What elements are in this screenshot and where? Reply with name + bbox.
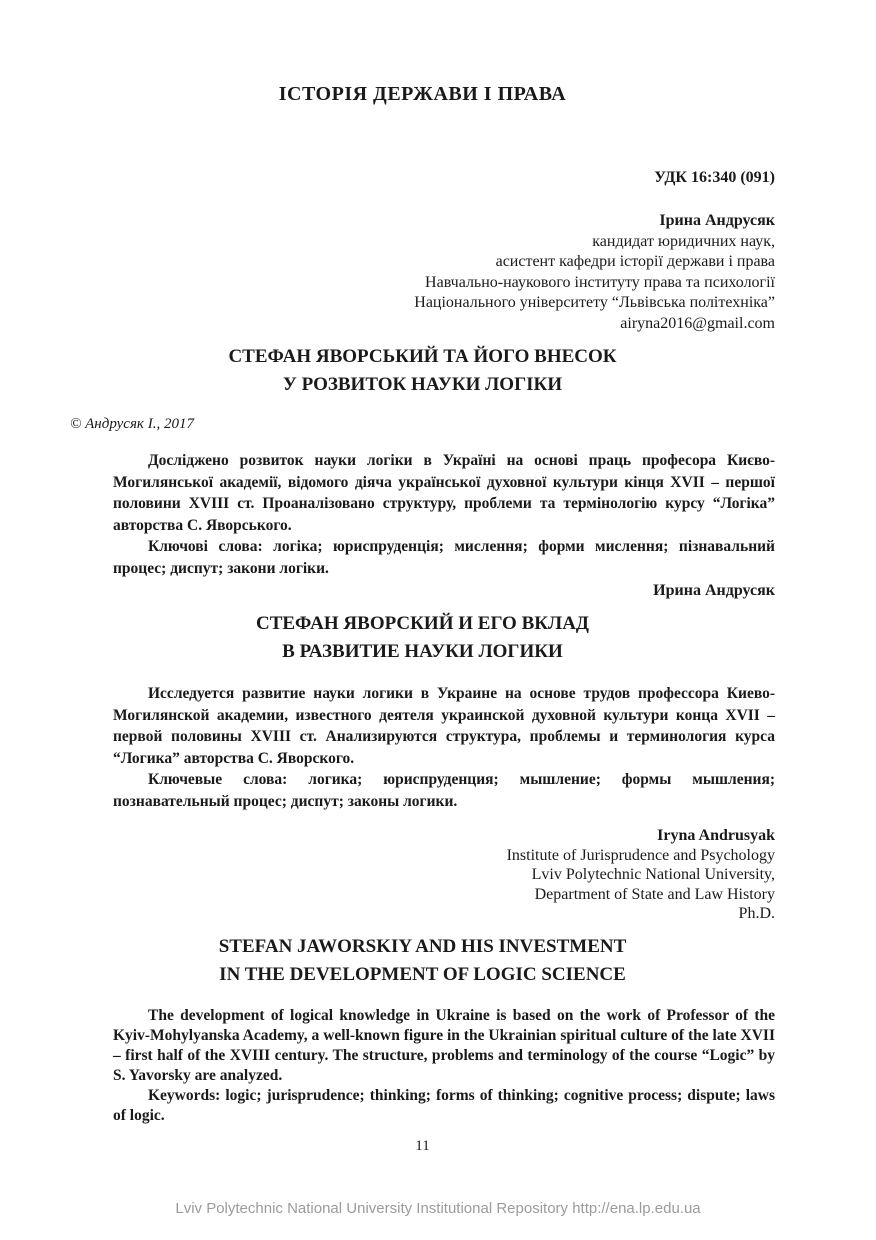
article-title-line: IN THE DEVELOPMENT OF LOGIC SCIENCE <box>219 963 626 985</box>
author-block-ukrainian <box>70 211 775 334</box>
copyright-notice: © Андрусяк І., 2017 <box>70 416 194 432</box>
article-title-ukrainian <box>70 343 775 399</box>
author-email: airyna2016@gmail.com <box>620 314 775 332</box>
author-affiliation-line: асистент кафедри історії держави і права <box>495 253 775 270</box>
author-degree: Ph.D. <box>738 905 775 922</box>
author-name-ukrainian: Ірина Андрусяк <box>659 212 775 229</box>
author-block-english <box>70 826 775 924</box>
author-affiliation-line: Department of State and Law History <box>534 885 775 903</box>
udc-code: УДК 16:340 (091) <box>654 169 775 186</box>
author-name-english: Iryna Andrusyak <box>657 827 775 844</box>
article-title-line: СТЕФАН ЯВОРСКИЙ И ЕГО ВКЛАД <box>255 613 589 634</box>
abstract-text: Исследуется развитие науки логики в Украине на основе трудов профессора Киево-Могилянской академии, известного деятеля украинской духовной культури конца XVII – первой половины XVIII ст. Анализируются структура, проблемы и терминология курса “Логика” авторства С. Яворского. <box>113 685 775 767</box>
section-header: ІСТОРІЯ ДЕРЖАВИ І ПРАВА <box>278 83 567 105</box>
keywords-text: Ключові слова: логіка; юриспруденція; мислення; форми мислення; пізнавальний процес; диспут; закони логіки. <box>113 538 775 577</box>
abstract-text: Досліджено розвиток науки логіки в Україні на основі праць професора Києво-Могилянської академії, відомого діяча української духовної культури кінця XVII – першої половини XVIII ст. Проаналізовано структуру, проблеми та термінологію курсу “Логіка” авторства С. Яворського. <box>113 452 775 534</box>
keywords-text: Keywords: logic; jurisprudence; thinking; forms of thinking; cognitive process; dispute; laws of logic. <box>113 1086 775 1124</box>
abstract-text: The development of logical knowledge in Ukraine is based on the work of Professor of the Kyiv-Mohylyanska Academy, a well-known figure in the Ukrainian spiritual culture of the late XVII – first half of the XVIII century. The structure, problems and terminology of the course “Logic” by S. Yavorsky are analyzed. <box>113 1006 775 1084</box>
author-affiliation-line: кандидат юридичних наук, <box>592 232 775 250</box>
article-title-line: У РОЗВИТОК НАУКИ ЛОГІКИ <box>282 374 563 395</box>
article-title-line: STEFAN JAWORSKIY AND HIS INVESTMENT <box>218 935 627 957</box>
keywords-text: Ключевые слова: логика; юриспруденция; мышление; формы мышления; познавательный процес; диспут; законы логики. <box>113 771 775 810</box>
author-affiliation-line: Lviv Polytechnic National University, <box>531 866 775 883</box>
repository-footer: Lviv Polytechnic National University Institutional Repository http://ena.lp.edu.ua <box>175 1200 701 1217</box>
author-affiliation-line: Навчально-наукового інституту права та психології <box>425 273 775 291</box>
page-number: 11 <box>415 1137 430 1154</box>
author-affiliation-line: Національного університету “Львівська політехніка” <box>414 294 775 311</box>
article-title-english <box>70 933 775 989</box>
abstract-ukrainian <box>113 450 775 579</box>
abstract-russian <box>113 683 775 812</box>
article-title-russian <box>70 610 775 666</box>
author-affiliation-line: Institute of Jurisprudence and Psychology <box>506 846 775 864</box>
abstract-english <box>113 1006 775 1126</box>
article-title-line: СТЕФАН ЯВОРСЬКИЙ ТА ЙОГО ВНЕСОК <box>228 346 617 367</box>
author-name-russian: Ирина Андрусяк <box>653 582 775 599</box>
article-title-line: В РАЗВИТИЕ НАУКИ ЛОГИКИ <box>282 641 563 662</box>
